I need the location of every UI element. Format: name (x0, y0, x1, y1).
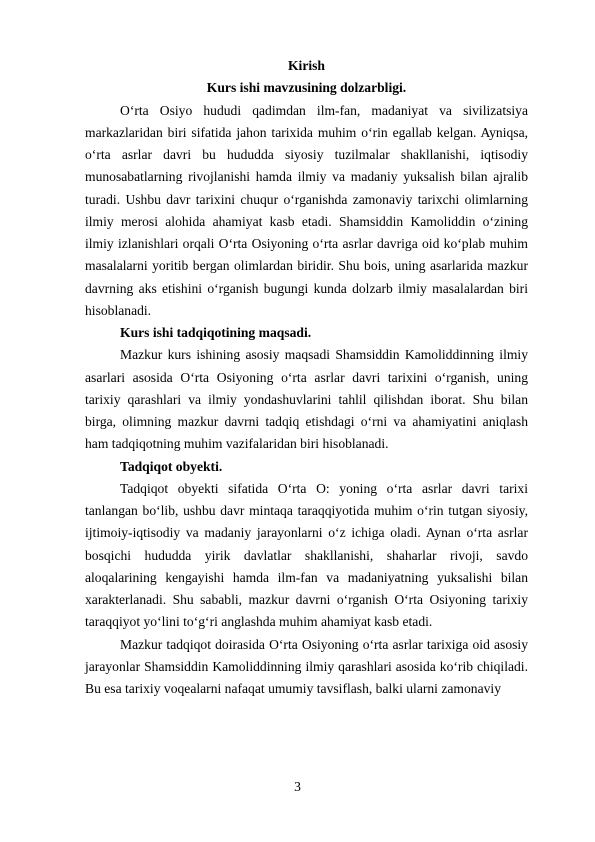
paragraph-object-2: Mazkur tadqiqot doirasida O‘rta Osiyoning o‘rta asrlar tarixiga oid asosiy jarayonlar Shamsiddin Kamoliddinning ilmiy qarashlari asosida ko‘rib chiqiladi. Bu esa tarixiy voqealarni nafaqat umumiy tavsiflash, balki ularni zamonaviy (85, 636, 528, 696)
section-heading-goal: Kurs ishi tadqiqotining maqsadi. (120, 325, 312, 340)
section-heading-relevance: Kurs ishi mavzusining dolzarbligi. (206, 80, 407, 96)
paragraph-goal: Mazkur kurs ishining asosiy maqsadi Shamsiddin Kamoliddinning ilmiy asarlari asosida O‘rta Osiyoning o‘rta asrlar davri tarixini o‘rganish, uning tarixiy qarashlari va ilmiy yondashuvlarini tahlil qilishdan iborat. Shu bilan birga, olimning mazkur davrni tadqiq etishdagi o‘rni va ahamiyatini aniqlash ham tadqiqotning muhim vazifalaridan biri hisoblanadi. (85, 347, 528, 452)
document-title: Kirish (287, 58, 325, 73)
paragraph-relevance: O‘rta Osiyo hududi qadimdan ilm-fan, madaniyat va sivilizatsiya markazlaridan biri sifatida jahon tarixida muhim o‘rin egallab kelgan. Ayniqsa, o‘rta asrlar davri bu hududda siyosiy tuzilmalar shakllanishi, iqtisodiy munosabatlarning rivojlanishi hamda ilmiy va madaniy yuksalish bilan ajralib turadi. Ushbu davr tarixini chuqur o‘rganishda zamonaviy tarixchi olimlarning ilmiy merosi alohida ahamiyat kasb etadi. Shamsiddin Kamoliddin o‘zining ilmiy izlanishlari orqali O‘rta Osiyoning o‘rta asrlar davriga oid ko‘plab muhim masalalarni yoritib bergan olimlardan biridir. Shu bois, uning asarlarida mazkur davrning aks etishini o‘rganish bugungi kunda dolzarb ilmiy masalalardan biri hisoblanadi. (85, 102, 528, 318)
page-number: 3 (294, 779, 301, 794)
section-heading-object: Tadqiqot obyekti. (120, 458, 223, 474)
page-body (85, 55, 528, 700)
paragraph-object-1: Tadqiqot obyekti sifatida O‘rta O: yoning o‘rta asrlar davri tarixi tanlangan bo‘lib, ushbu davr mintaqa taraqqiyotida muhim o‘rin tutgan siyosiy, ijtimoiy-iqtisodiy va madaniy jarayonlarni o‘z ichiga oladi. Aynan o‘rta asrlar bosqichi hududda yirik davlatlar shakllanishi, shaharlar rivoji, savdo aloqalarining kengayishi hamda ilm-fan va madaniyatning yuksalishi bilan xarakterlanadi. Shu sababli, mazkur davrni o‘rganish O‘rta Osiyoning tarixiy taraqqiyot yo‘lini to‘g‘ri anglashda muhim ahamiyat kasb etadi. (85, 480, 528, 630)
